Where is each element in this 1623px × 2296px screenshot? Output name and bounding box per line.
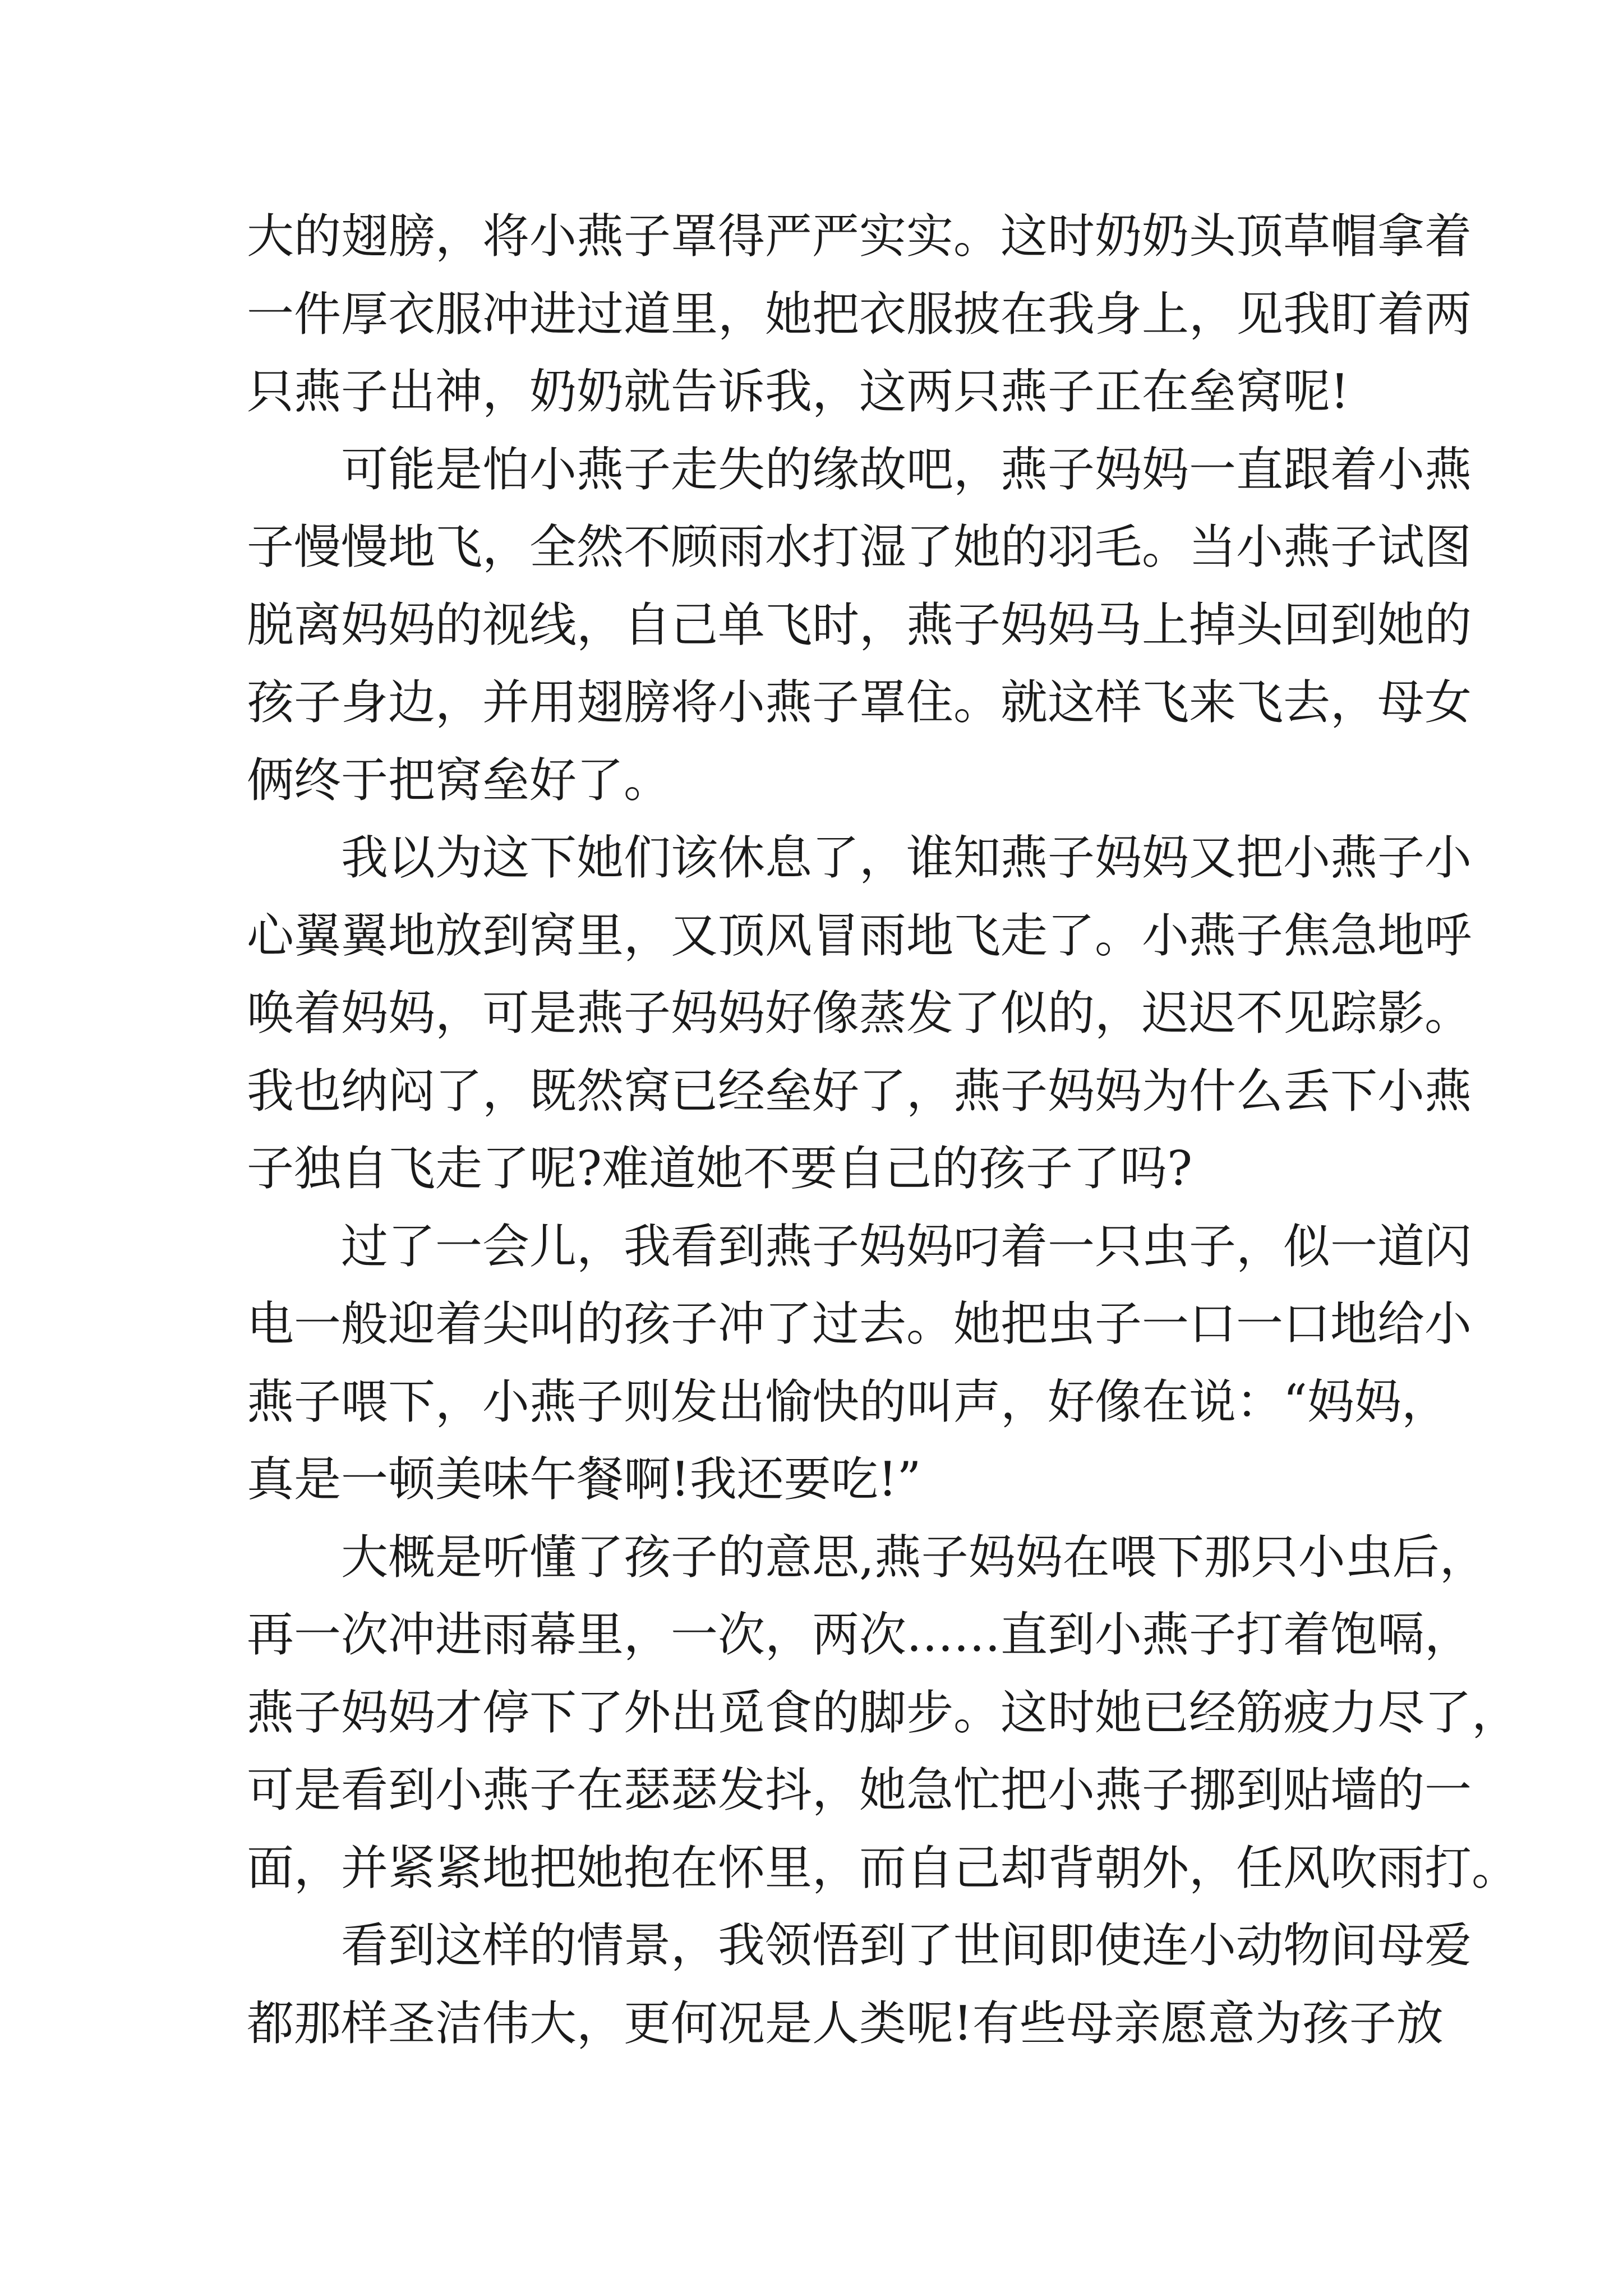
- text-line: 脱离妈妈的视线，自己单飞时，燕子妈妈马上掉头回到她的: [247, 597, 1472, 652]
- text-line: 面，并紧紧地把她抱在怀里，而自己却背朝外，任风吹雨打。: [247, 1840, 1519, 1895]
- paragraph-first-line: 过了一会儿，我看到燕子妈妈叼着一只虫子，似一道闪: [341, 1218, 1472, 1274]
- text-line: 电一般迎着尖叫的孩子冲了过去。她把虫子一口一口地给小: [247, 1296, 1472, 1351]
- paragraph-first-line: 看到这样的情景，我领悟到了世间即使连小动物间母爱: [341, 1918, 1472, 1973]
- text-line: 孩子身边，并用翅膀将小燕子罩住。就这样飞来飞去，母女: [247, 675, 1472, 730]
- text-line: 俩终于把窝垒好了。: [247, 752, 671, 808]
- paragraph-first-line: 可能是怕小燕子走失的缘故吧，燕子妈妈一直跟着小燕: [341, 441, 1472, 497]
- text-line: 燕子妈妈才停下了外出觅食的脚步。这时她已经筋疲力尽了，: [247, 1685, 1519, 1740]
- text-line: 真是一顿美味午餐啊!我还要吃!”: [247, 1452, 921, 1507]
- text-line: 子慢慢地飞，全然不顾雨水打湿了她的羽毛。当小燕子试图: [247, 519, 1472, 574]
- text-line: 只燕子出神，奶奶就告诉我，这两只燕子正在垒窝呢!: [247, 364, 1349, 419]
- paragraph-first-line: 我以为这下她们该休息了，谁知燕子妈妈又把小燕子小: [341, 830, 1472, 885]
- text-line: 燕子喂下，小燕子则发出愉快的叫声，好像在说：“妈妈，: [247, 1374, 1449, 1429]
- text-line: 唤着妈妈，可是燕子妈妈好像蒸发了似的，迟迟不见踪影。: [247, 986, 1472, 1041]
- text-line: 心翼翼地放到窝里，又顶风冒雨地飞走了。小燕子焦急地呼: [247, 908, 1472, 963]
- text-line: 子独自飞走了呢?难道她不要自己的孩子了吗?: [247, 1141, 1193, 1196]
- text-line: 可是看到小燕子在瑟瑟发抖，她急忙把小燕子挪到贴墙的一: [247, 1763, 1472, 1818]
- text-line: 都那样圣洁伟大，更何况是人类呢!有些母亲愿意为孩子放: [247, 1995, 1444, 2051]
- text-line: 再一次冲进雨幕里，一次，两次……直到小燕子打着饱嗝，: [247, 1607, 1472, 1662]
- body-text: [247, 197, 1519, 2062]
- text-line: 一件厚衣服冲进过道里，她把衣服披在我身上，见我盯着两: [247, 286, 1472, 342]
- text-line: 大的翅膀，将小燕子罩得严严实实。这时奶奶头顶草帽拿着: [247, 209, 1472, 264]
- paragraph-first-line: 大概是听懂了孩子的意思,燕子妈妈在喂下那只小虫后，: [341, 1529, 1487, 1585]
- text-line: 我也纳闷了，既然窝已经垒好了，燕子妈妈为什么丢下小燕: [247, 1063, 1472, 1119]
